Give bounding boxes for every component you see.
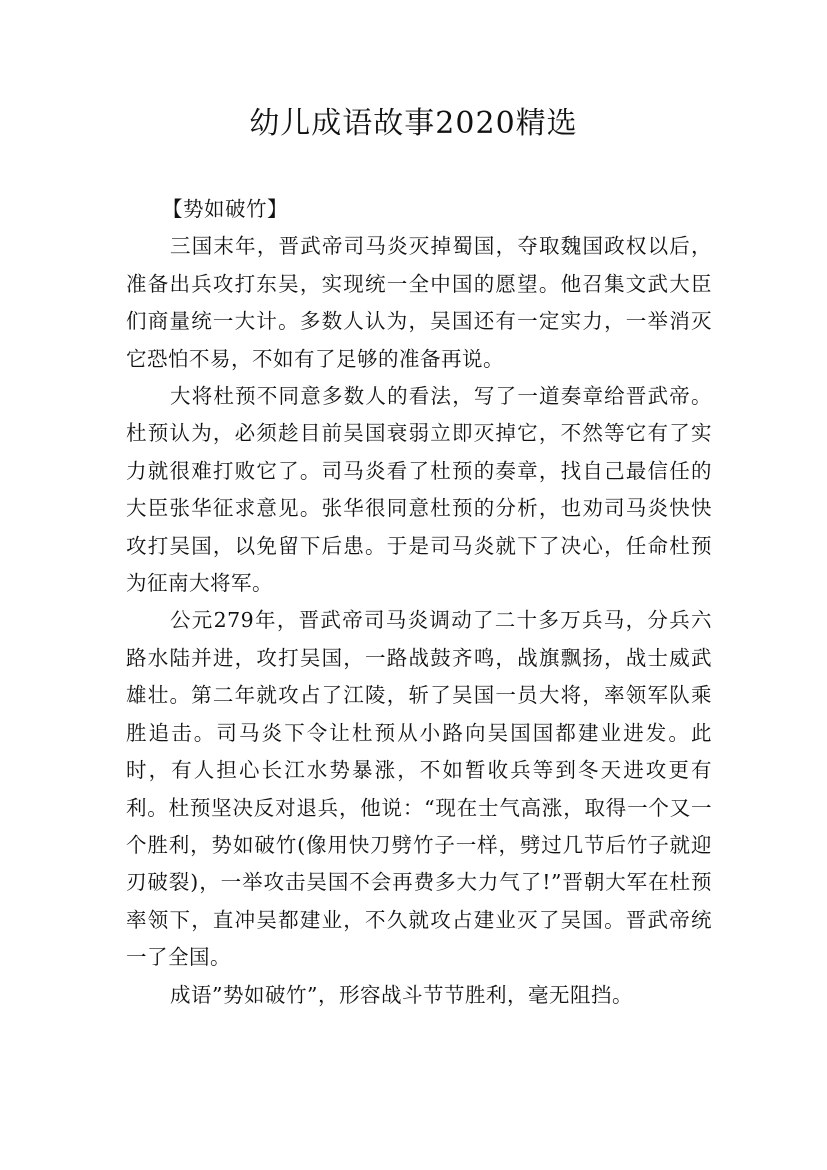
document-body: [126, 191, 712, 1014]
paragraph-1: 三国末年，晋武帝司马炎灭掉蜀国，夺取魏国政权以后，准备出兵攻打东吴，实现统一全中国的愿望。他召集文武大臣们商量统一大计。多数人认为，吴国还有一定实力，一举消灭它恐怕不易，不如有了足够的准备再说。: [126, 234, 712, 371]
paragraph-2: 大将杜预不同意多数人的看法，写了一道奏章给晋武帝。杜预认为，必须趁目前吴国衰弱立即灭掉它，不然等它有了实力就很难打败它了。司马炎看了杜预的奏章，找自己最信任的大臣张华征求意见。张华很同意杜预的分析，也劝司马炎快快攻打吴国，以免留下后患。于是司马炎就下了决心，任命杜预为征南大将军。: [126, 384, 712, 596]
paragraph-3: 公元279年，晋武帝司马炎调动了二十多万兵马，分兵六路水陆并进，攻打吴国，一路战鼓齐鸣，战旗飘扬，战士威武雄壮。第二年就攻占了江陵，斩了吴国一员大将，率领军队乘胜追击。司马炎下令让杜预从小路向吴国国都建业进发。此时，有人担心长江水势暴涨，不如暂收兵等到冬天进攻更有利。杜预坚决反对退兵，他说：“现在士气高涨，取得一个又一个胜利，势如破竹(像用快刀劈竹子一样，劈过几节后竹子就迎刃破裂)，一举攻击吴国不会再费多大力气了!”晋朝大军在杜预率领下，直冲吴都建业，不久就攻占建业灭了吴国。晋武帝统一了全国。: [126, 608, 712, 970]
section-heading: 【势如破竹】: [162, 197, 288, 221]
document-title: 幼儿成语故事2020精选: [249, 106, 578, 141]
paragraph-4: 成语”势如破竹”，形容战斗节节胜利，毫无阻挡。: [170, 982, 633, 1007]
